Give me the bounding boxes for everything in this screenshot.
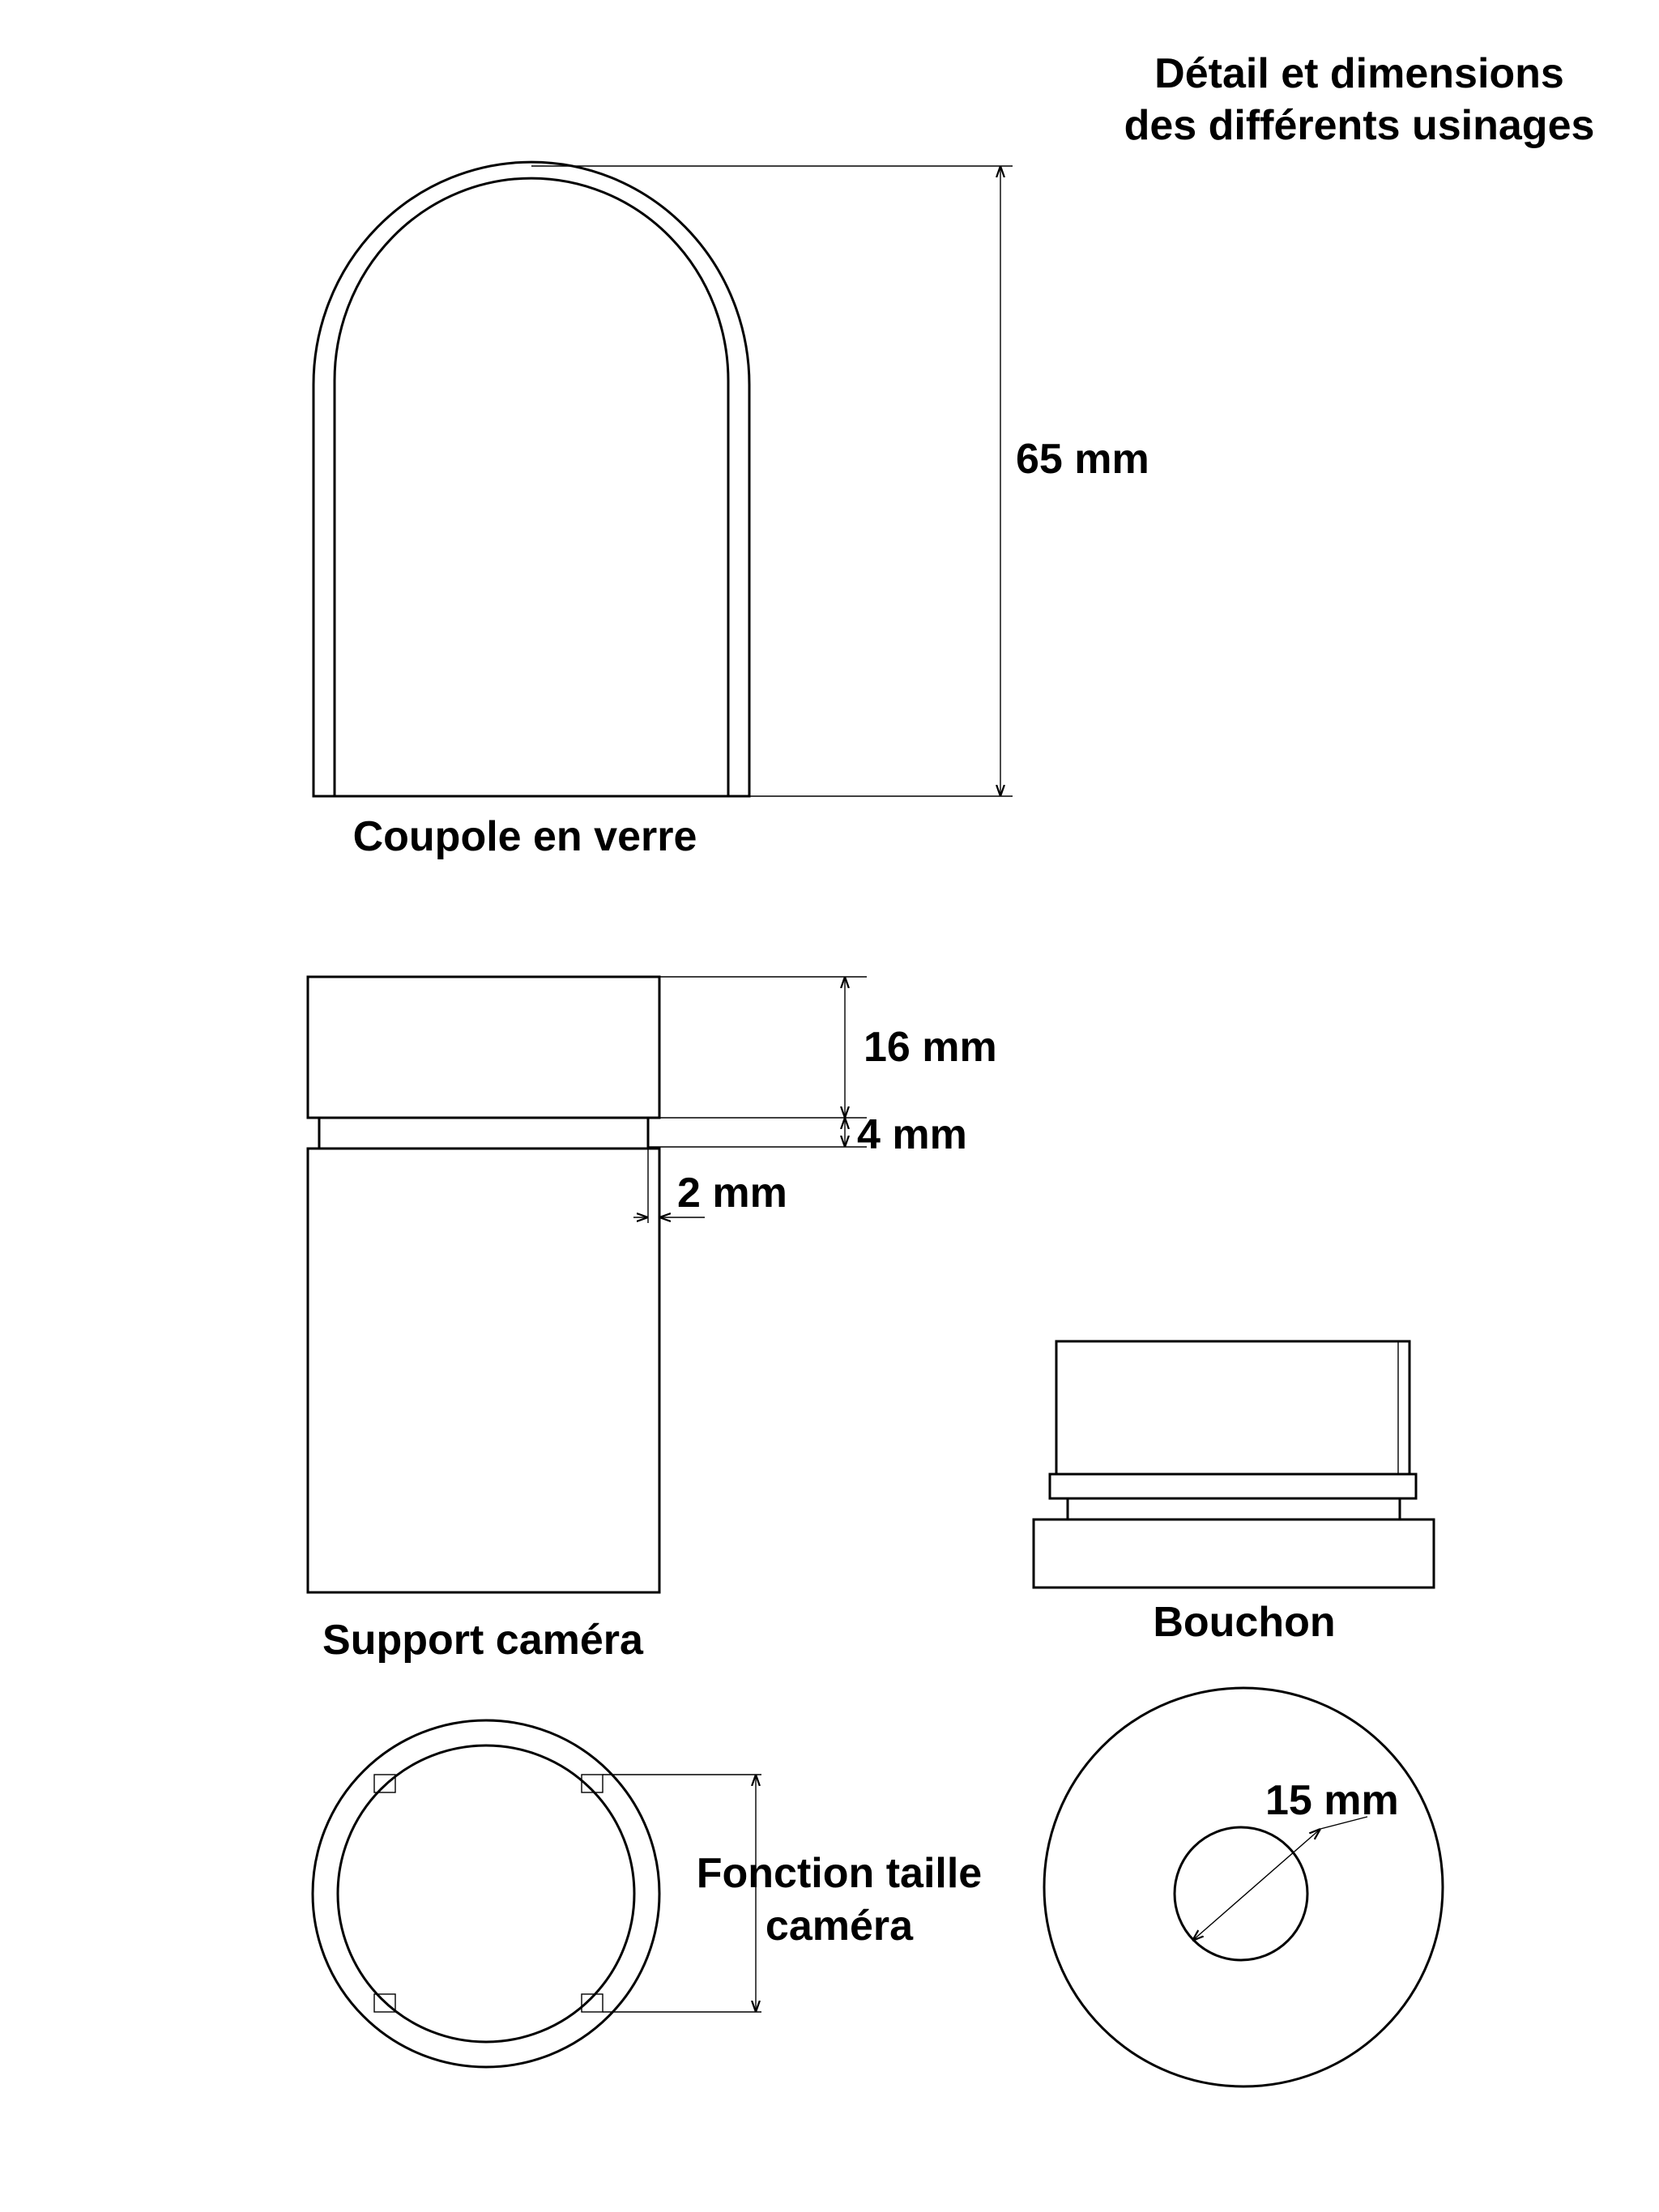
plug-neck	[1068, 1498, 1400, 1519]
glass-dome-side-view	[313, 162, 749, 796]
plug-hole-dim-label: 15 mm	[1265, 1777, 1399, 1824]
plug-top-block	[1056, 1341, 1410, 1474]
support-offset-dim-label: 2 mm	[677, 1170, 787, 1217]
support-top-view	[313, 1720, 659, 2067]
camera-support-side-view	[308, 977, 659, 1592]
support-top-outer-circle	[313, 1720, 659, 2067]
support-top-inner-circle	[338, 1745, 634, 2042]
plug-side-view	[1034, 1341, 1434, 1588]
dome-inner-outline	[335, 178, 728, 796]
support-top-dim-label: 16 mm	[864, 1024, 997, 1071]
camera-size-label-line2: caméra	[765, 1903, 914, 1950]
plug-collar	[1050, 1474, 1416, 1498]
support-groove	[319, 1118, 648, 1149]
drawing-title-line1: Détail et dimensions	[1154, 50, 1564, 97]
camera-corner-tl	[374, 1775, 395, 1792]
support-body	[308, 1149, 659, 1592]
camera-size-label-line1: Fonction taille	[696, 1850, 983, 1897]
plug-base	[1034, 1519, 1434, 1588]
dome-height-label: 65 mm	[1016, 436, 1149, 483]
drawing-title-line2: des différents usinages	[1124, 102, 1595, 149]
dome-height-dimension	[531, 166, 1013, 796]
support-groove-dim-label: 4 mm	[857, 1111, 967, 1158]
plug-caption: Bouchon	[1153, 1599, 1336, 1646]
plug-top-view	[1044, 1688, 1443, 2086]
dome-outer-outline	[313, 162, 749, 796]
plug-hole-dimension	[1192, 1817, 1367, 1941]
support-caption: Support caméra	[322, 1617, 643, 1664]
plug-hole-circle	[1175, 1827, 1307, 1960]
plug-top-outer-circle	[1044, 1688, 1443, 2086]
dome-caption: Coupole en verre	[352, 813, 697, 860]
support-top-block	[308, 977, 659, 1118]
